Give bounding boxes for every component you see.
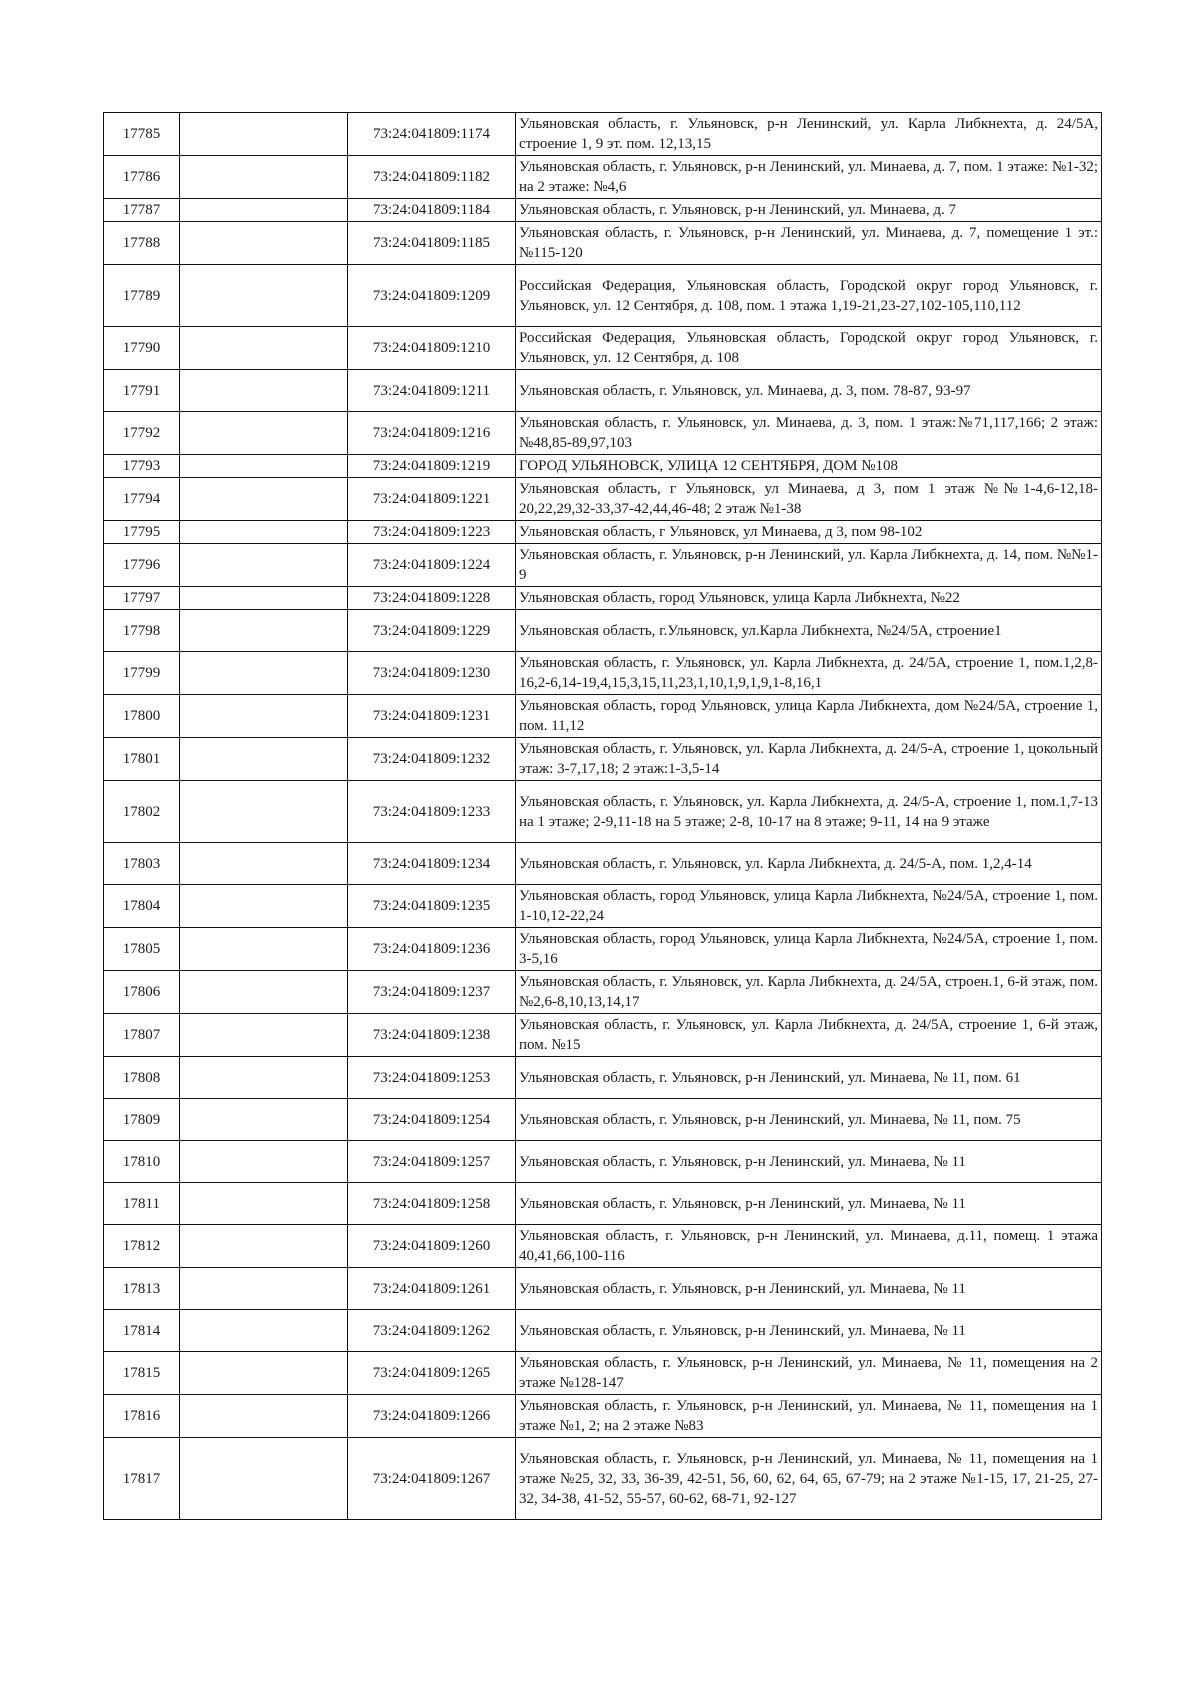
address-cell: Ульяновская область, город Ульяновск, улица Карла Либкнехта, №24/5А, строение 1, пом. 3-5,16 — [516, 928, 1102, 971]
owner-cell — [180, 370, 348, 412]
cadastral-number-cell: 73:24:041809:1209 — [348, 265, 516, 327]
table-row — [104, 1057, 1102, 1099]
address-cell: Ульяновская область, г. Ульяновск, ул. Карла Либкнехта, д. 24/5А, строение 1, 6-й этаж, пом. №15 — [516, 1014, 1102, 1057]
row-number-cell: 17807 — [104, 1014, 180, 1057]
row-number-cell: 17787 — [104, 199, 180, 222]
address-cell: Российская Федерация, Ульяновская область, Городской округ город Ульяновск, г. Ульяновск, ул. 12 Сентября, д. 108 — [516, 327, 1102, 370]
cadastral-number-cell: 73:24:041809:1257 — [348, 1141, 516, 1183]
cadastral-number-cell: 73:24:041809:1267 — [348, 1438, 516, 1520]
row-number-cell: 17797 — [104, 587, 180, 610]
address-cell: Ульяновская область, г. Ульяновск, р-н Ленинский, ул. Карла Либкнехта, д. 14, пом. №№1-9 — [516, 544, 1102, 587]
table-row — [104, 1014, 1102, 1057]
owner-cell — [180, 1057, 348, 1099]
address-cell: Ульяновская область, г Ульяновск, ул Минаева, д 3, пом 1 этаж №№1-4,6-12,18-20,22,29,32-33,37-42,44,46-48; 2 этаж №1-38 — [516, 478, 1102, 521]
owner-cell — [180, 652, 348, 695]
owner-cell — [180, 1438, 348, 1520]
row-number-cell: 17795 — [104, 521, 180, 544]
table-row — [104, 738, 1102, 781]
cadastral-number-cell: 73:24:041809:1234 — [348, 843, 516, 885]
row-number-cell: 17789 — [104, 265, 180, 327]
registry-table — [103, 112, 1102, 1520]
cadastral-number-cell: 73:24:041809:1231 — [348, 695, 516, 738]
row-number-cell: 17793 — [104, 455, 180, 478]
cadastral-number-cell: 73:24:041809:1254 — [348, 1099, 516, 1141]
table-row — [104, 587, 1102, 610]
table-row — [104, 370, 1102, 412]
address-cell: Ульяновская область, г. Ульяновск, ул. Минаева, д. 3, пом. 78-87, 93-97 — [516, 370, 1102, 412]
table-row — [104, 1438, 1102, 1520]
address-cell: Ульяновская область, г. Ульяновск, р-н Ленинский, ул. Минаева, № 11, пом. 75 — [516, 1099, 1102, 1141]
table-row — [104, 544, 1102, 587]
address-cell: Ульяновская область, г. Ульяновск, ул. Карла Либкнехта, д. 24/5А, строение 1, пом.1,2,8-16,2-6,14-19,4,15,3,15,11,23,1,10,1,9,1,9,1-8,16,1 — [516, 652, 1102, 695]
table-row — [104, 1352, 1102, 1395]
owner-cell — [180, 222, 348, 265]
cadastral-number-cell: 73:24:041809:1185 — [348, 222, 516, 265]
cadastral-number-cell: 73:24:041809:1219 — [348, 455, 516, 478]
row-number-cell: 17813 — [104, 1268, 180, 1310]
cadastral-number-cell: 73:24:041809:1221 — [348, 478, 516, 521]
table-row — [104, 1268, 1102, 1310]
owner-cell — [180, 1268, 348, 1310]
table-row — [104, 1099, 1102, 1141]
address-cell: Ульяновская область, город Ульяновск, улица Карла Либкнехта, №22 — [516, 587, 1102, 610]
owner-cell — [180, 521, 348, 544]
cadastral-number-cell: 73:24:041809:1235 — [348, 885, 516, 928]
row-number-cell: 17803 — [104, 843, 180, 885]
row-number-cell: 17801 — [104, 738, 180, 781]
row-number-cell: 17810 — [104, 1141, 180, 1183]
owner-cell — [180, 610, 348, 652]
owner-cell — [180, 1310, 348, 1352]
owner-cell — [180, 1141, 348, 1183]
owner-cell — [180, 1099, 348, 1141]
row-number-cell: 17786 — [104, 156, 180, 199]
owner-cell — [180, 544, 348, 587]
owner-cell — [180, 455, 348, 478]
cadastral-number-cell: 73:24:041809:1266 — [348, 1395, 516, 1438]
row-number-cell: 17796 — [104, 544, 180, 587]
row-number-cell: 17809 — [104, 1099, 180, 1141]
row-number-cell: 17817 — [104, 1438, 180, 1520]
table-row — [104, 971, 1102, 1014]
table-row — [104, 1310, 1102, 1352]
cadastral-number-cell: 73:24:041809:1216 — [348, 412, 516, 455]
row-number-cell: 17802 — [104, 781, 180, 843]
cadastral-number-cell: 73:24:041809:1261 — [348, 1268, 516, 1310]
cadastral-number-cell: 73:24:041809:1236 — [348, 928, 516, 971]
table-row — [104, 1395, 1102, 1438]
cadastral-number-cell: 73:24:041809:1223 — [348, 521, 516, 544]
row-number-cell: 17800 — [104, 695, 180, 738]
owner-cell — [180, 1225, 348, 1268]
row-number-cell: 17816 — [104, 1395, 180, 1438]
registry-table-body — [104, 113, 1102, 1520]
table-row — [104, 327, 1102, 370]
owner-cell — [180, 843, 348, 885]
address-cell: Ульяновская область, г. Ульяновск, ул. Карла Либкнехта, д. 24/5-А, пом. 1,2,4-14 — [516, 843, 1102, 885]
table-row — [104, 222, 1102, 265]
cadastral-number-cell: 73:24:041809:1238 — [348, 1014, 516, 1057]
owner-cell — [180, 781, 348, 843]
row-number-cell: 17814 — [104, 1310, 180, 1352]
cadastral-number-cell: 73:24:041809:1233 — [348, 781, 516, 843]
owner-cell — [180, 1183, 348, 1225]
address-cell: Ульяновская область, г.Ульяновск, ул.Карла Либкнехта, №24/5А, строение1 — [516, 610, 1102, 652]
owner-cell — [180, 738, 348, 781]
cadastral-number-cell: 73:24:041809:1253 — [348, 1057, 516, 1099]
cadastral-number-cell: 73:24:041809:1262 — [348, 1310, 516, 1352]
address-cell: Ульяновская область, г. Ульяновск, р-н Ленинский, ул. Минаева, № 11 — [516, 1268, 1102, 1310]
row-number-cell: 17805 — [104, 928, 180, 971]
address-cell: Ульяновская область, г. Ульяновск, ул. Карла Либкнехта, д. 24/5-А, строение 1, пом.1,7-13 на 1 этаже; 2-9,11-18 на 5 этаже; 2-8, 10-17 на 8 этаже; 9-11, 14 на 9 этаже — [516, 781, 1102, 843]
owner-cell — [180, 265, 348, 327]
owner-cell — [180, 478, 348, 521]
row-number-cell: 17808 — [104, 1057, 180, 1099]
table-row — [104, 199, 1102, 222]
table-row — [104, 156, 1102, 199]
table-row — [104, 885, 1102, 928]
row-number-cell: 17791 — [104, 370, 180, 412]
row-number-cell: 17799 — [104, 652, 180, 695]
owner-cell — [180, 1352, 348, 1395]
cadastral-number-cell: 73:24:041809:1184 — [348, 199, 516, 222]
owner-cell — [180, 885, 348, 928]
row-number-cell: 17790 — [104, 327, 180, 370]
cadastral-number-cell: 73:24:041809:1182 — [348, 156, 516, 199]
address-cell: Ульяновская область, г. Ульяновск, р-н Ленинский, ул. Минаева, № 11 — [516, 1310, 1102, 1352]
table-row — [104, 928, 1102, 971]
owner-cell — [180, 971, 348, 1014]
cadastral-number-cell: 73:24:041809:1237 — [348, 971, 516, 1014]
table-row — [104, 455, 1102, 478]
address-cell: Ульяновская область, г. Ульяновск, р-н Ленинский, ул. Минаева, № 11, помещения на 1 этаже №25, 32, 33, 36-39, 42-51, 56, 60, 62, 64, 65, 67-79; на 2 этаже №1-15, 17, 21-25, 27-32, 34-38, 41-52, 55-57, 60-62, 68-71, 92-127 — [516, 1438, 1102, 1520]
row-number-cell: 17794 — [104, 478, 180, 521]
table-row — [104, 652, 1102, 695]
row-number-cell: 17811 — [104, 1183, 180, 1225]
address-cell: Ульяновская область, г. Ульяновск, р-н Ленинский, ул. Карла Либкнехта, д. 24/5А, строение 1, 9 эт. пом. 12,13,15 — [516, 113, 1102, 156]
table-row — [104, 1141, 1102, 1183]
cadastral-number-cell: 73:24:041809:1265 — [348, 1352, 516, 1395]
owner-cell — [180, 1014, 348, 1057]
cadastral-number-cell: 73:24:041809:1210 — [348, 327, 516, 370]
owner-cell — [180, 327, 348, 370]
row-number-cell: 17804 — [104, 885, 180, 928]
address-cell: Ульяновская область, г. Ульяновск, ул. Минаева, д. 3, пом. 1 этаж:№71,117,166; 2 этаж:№48,85-89,97,103 — [516, 412, 1102, 455]
table-row — [104, 695, 1102, 738]
row-number-cell: 17812 — [104, 1225, 180, 1268]
cadastral-number-cell: 73:24:041809:1211 — [348, 370, 516, 412]
owner-cell — [180, 156, 348, 199]
address-cell: Российская Федерация, Ульяновская область, Городской округ город Ульяновск, г. Ульяновск, ул. 12 Сентября, д. 108, пом. 1 этажа 1,19-21,23-27,102-105,110,112 — [516, 265, 1102, 327]
owner-cell — [180, 928, 348, 971]
cadastral-number-cell: 73:24:041809:1229 — [348, 610, 516, 652]
cadastral-number-cell: 73:24:041809:1260 — [348, 1225, 516, 1268]
address-cell: Ульяновская область, г. Ульяновск, р-н Ленинский, ул. Минаева, д. 7 — [516, 199, 1102, 222]
owner-cell — [180, 412, 348, 455]
row-number-cell: 17785 — [104, 113, 180, 156]
address-cell: Ульяновская область, г. Ульяновск, р-н Ленинский, ул. Минаева, № 11 — [516, 1141, 1102, 1183]
table-row — [104, 521, 1102, 544]
row-number-cell: 17815 — [104, 1352, 180, 1395]
address-cell: Ульяновская область, г. Ульяновск, р-н Ленинский, ул. Минаева, № 11, пом. 61 — [516, 1057, 1102, 1099]
row-number-cell: 17788 — [104, 222, 180, 265]
address-cell: Ульяновская область, город Ульяновск, улица Карла Либкнехта, №24/5А, строение 1, пом. 1-10,12-22,24 — [516, 885, 1102, 928]
address-cell: Ульяновская область, г. Ульяновск, ул. Карла Либкнехта, д. 24/5-А, строение 1, цокольный этаж: 3-7,17,18; 2 этаж:1-3,5-14 — [516, 738, 1102, 781]
owner-cell — [180, 1395, 348, 1438]
cadastral-number-cell: 73:24:041809:1232 — [348, 738, 516, 781]
table-row — [104, 1183, 1102, 1225]
row-number-cell: 17806 — [104, 971, 180, 1014]
owner-cell — [180, 695, 348, 738]
table-row — [104, 265, 1102, 327]
address-cell: Ульяновская область, г. Ульяновск, р-н Ленинский, ул. Минаева, д. 7, помещение 1 эт.:№115-120 — [516, 222, 1102, 265]
owner-cell — [180, 113, 348, 156]
cadastral-number-cell: 73:24:041809:1258 — [348, 1183, 516, 1225]
address-cell: Ульяновская область, г. Ульяновск, р-н Ленинский, ул. Минаева, д. 7, пом. 1 этаже: №1-32; на 2 этаже: №4,6 — [516, 156, 1102, 199]
address-cell: ГОРОД УЛЬЯНОВСК, УЛИЦА 12 СЕНТЯБРЯ, ДОМ №108 — [516, 455, 1102, 478]
owner-cell — [180, 199, 348, 222]
cadastral-number-cell: 73:24:041809:1230 — [348, 652, 516, 695]
address-cell: Ульяновская область, г. Ульяновск, ул. Карла Либкнехта, д. 24/5А, строен.1, 6-й этаж, пом. №2,6-8,10,13,14,17 — [516, 971, 1102, 1014]
table-row — [104, 113, 1102, 156]
cadastral-number-cell: 73:24:041809:1224 — [348, 544, 516, 587]
address-cell: Ульяновская область, г. Ульяновск, р-н Ленинский, ул. Минаева, № 11, помещения на 2 этаже №128-147 — [516, 1352, 1102, 1395]
row-number-cell: 17792 — [104, 412, 180, 455]
address-cell: Ульяновская область, г. Ульяновск, р-н Ленинский, ул. Минаева, № 11, помещения на 1 этаже №1, 2; на 2 этаже №83 — [516, 1395, 1102, 1438]
address-cell: Ульяновская область, г Ульяновск, ул Минаева, д 3, пом 98-102 — [516, 521, 1102, 544]
cadastral-number-cell: 73:24:041809:1228 — [348, 587, 516, 610]
table-row — [104, 781, 1102, 843]
cadastral-number-cell: 73:24:041809:1174 — [348, 113, 516, 156]
address-cell: Ульяновская область, г. Ульяновск, р-н Ленинский, ул. Минаева, д.11, помещ. 1 этажа 40,41,66,100-116 — [516, 1225, 1102, 1268]
table-row — [104, 412, 1102, 455]
row-number-cell: 17798 — [104, 610, 180, 652]
table-row — [104, 610, 1102, 652]
address-cell: Ульяновская область, город Ульяновск, улица Карла Либкнехта, дом №24/5А, строение 1, пом. 11,12 — [516, 695, 1102, 738]
table-row — [104, 843, 1102, 885]
address-cell: Ульяновская область, г. Ульяновск, р-н Ленинский, ул. Минаева, № 11 — [516, 1183, 1102, 1225]
owner-cell — [180, 587, 348, 610]
table-row — [104, 478, 1102, 521]
table-row — [104, 1225, 1102, 1268]
